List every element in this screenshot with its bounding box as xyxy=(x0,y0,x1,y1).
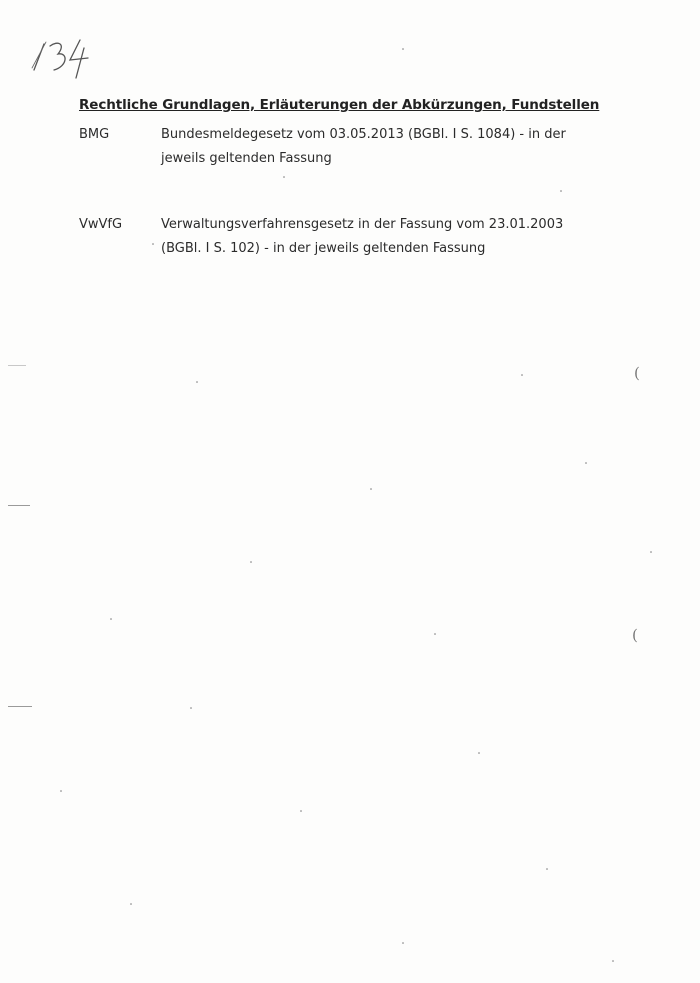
scan-speck xyxy=(434,633,436,635)
scan-speck xyxy=(300,810,302,812)
handwritten-page-number xyxy=(22,30,102,90)
scan-speck xyxy=(612,960,614,962)
abbreviation-description: Bundesmeldegesetz vom 03.05.2013 (BGBl. I S. 1084) - in der jeweils geltenden Fassung xyxy=(161,127,566,166)
scan-speck xyxy=(650,551,652,553)
scan-speck xyxy=(560,190,562,192)
scan-speck xyxy=(521,374,523,376)
scan-speck xyxy=(478,752,480,754)
scan-speck xyxy=(402,48,404,50)
scan-speck xyxy=(190,707,192,709)
scan-speck xyxy=(110,618,112,620)
scan-speck xyxy=(130,903,132,905)
scan-speck xyxy=(250,561,252,563)
scan-speck xyxy=(585,462,587,464)
scan-speck xyxy=(60,790,62,792)
left-margin-mark xyxy=(8,365,26,366)
scan-speck xyxy=(196,381,198,383)
left-margin-mark xyxy=(8,505,30,506)
scan-speck xyxy=(402,942,404,944)
abbreviation-description: Verwaltungsverfahrensgesetz in der Fassung vom 23.01.2003 (BGBl. I S. 102) - in der jeweils geltenden Fassung xyxy=(161,217,564,256)
scan-speck xyxy=(283,176,285,178)
scan-speck xyxy=(152,243,154,245)
left-margin-mark xyxy=(8,706,32,707)
section-heading: Rechtliche Grundlagen, Erläuterungen der Abkürzungen, Fundstellen xyxy=(79,97,600,113)
scan-speck xyxy=(370,488,372,490)
abbreviation-term: VwVfG xyxy=(79,217,123,232)
abbreviation-term: BMG xyxy=(79,127,110,142)
scan-speck xyxy=(546,868,548,870)
right-margin-paren: ( xyxy=(632,626,638,644)
right-margin-paren: ( xyxy=(634,364,640,382)
